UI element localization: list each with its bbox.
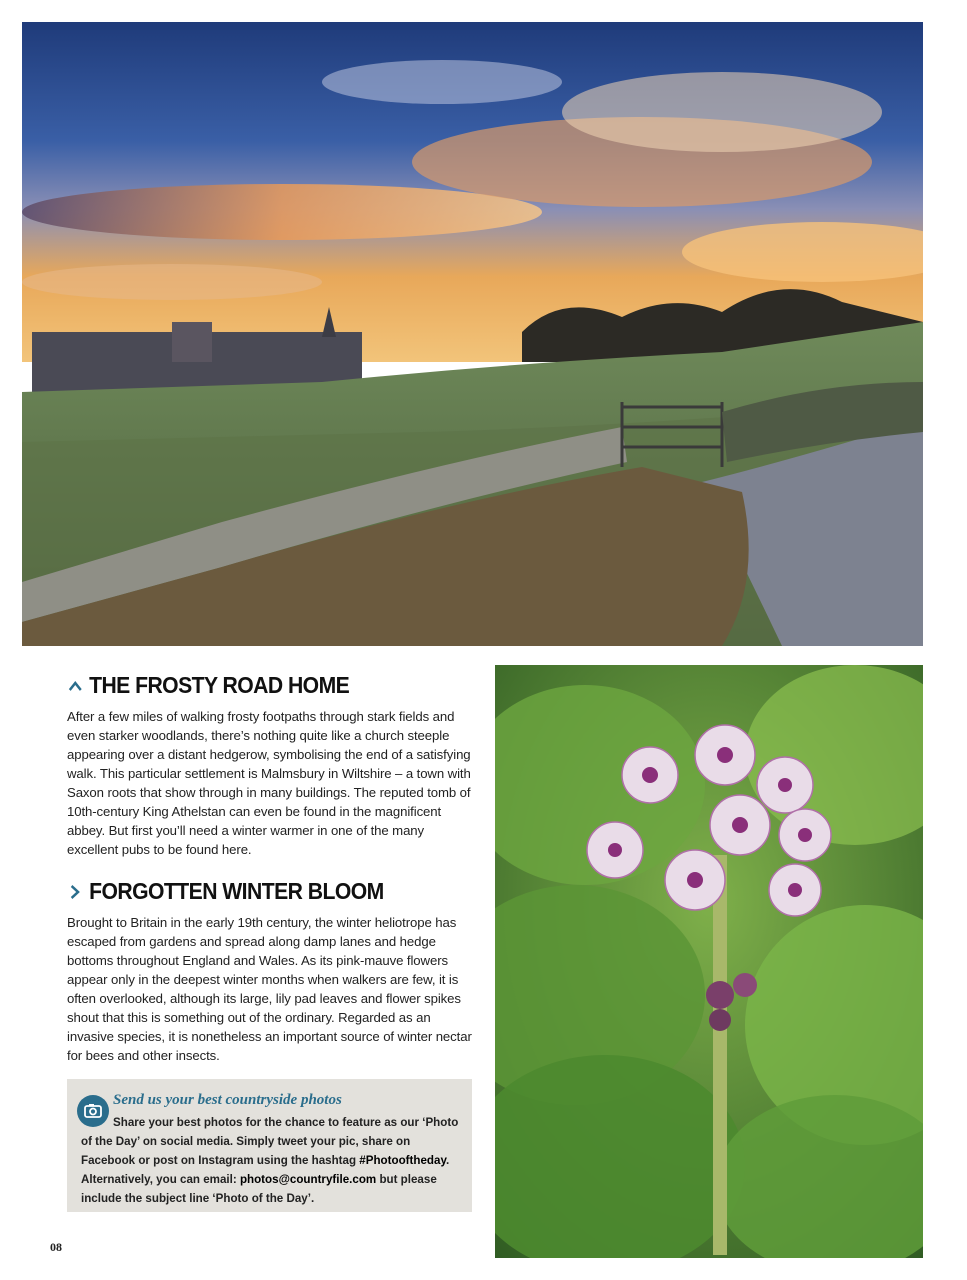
page-number: 08 [50,1240,62,1254]
section-title: THE FROSTY ROAD HOME [89,672,350,698]
section-frosty-road-home [67,672,472,859]
promo-text: Share your best photos for the chance to feature as our ‘Photo of the Day’ on social media. Simply tweet your pic, share on Facebook or post on Instagram using the hashtag #Photooftheday. Alternatively, you can email: photos@countryfile.com but please include the subject line ‘Photo of the Day’. [81,1116,459,1205]
chevron-up-icon [67,677,84,695]
section-title: FORGOTTEN WINTER BLOOM [89,878,384,904]
hero-photo [22,22,923,646]
chevron-right-icon [67,883,84,901]
flower-photo [495,665,923,1258]
section-body: Brought to Britain in the early 19th century, the winter heliotrope has escaped from gardens and spread along damp lanes and hedge bottoms throughout England and Wales. As its pink-mauve flowers appear only in the deepest winter months when walkers are few, it is often overlooked, although its large, lily pad leaves and flower spikes shout that this is something out of the ordinary. Regarded as an invasive species, it is nonetheless an important source of winter nectar for bees and other insects. [67,915,472,1063]
heliotrope-image [495,665,923,1258]
email-address[interactable]: photos@countryfile.com [239,1173,377,1186]
section-forgotten-winter-bloom [67,878,472,1065]
promo-title: Send us your best countryside photos [113,1092,342,1108]
section-heading [67,878,440,905]
landscape-image [22,22,923,646]
section-heading [67,672,440,699]
photo-submission-box [67,1079,472,1212]
hashtag: #Photooftheday [359,1154,447,1167]
section-body: After a few miles of walking frosty footpaths through stark fields and even starker woodlands, there’s nothing quite like a church steeple appearing over a distant hedgerow, symbolising the end of a satisfying walk. This particular settlement is Malmsbury in Wiltshire – a town with Saxon roots that show through in many buildings. The reputed tomb of 10th-century King Athelstan can even be found in the magnificent abbey. But first you’ll need a winter warmer in one of the many excellent pubs to be found here. [67,709,471,857]
